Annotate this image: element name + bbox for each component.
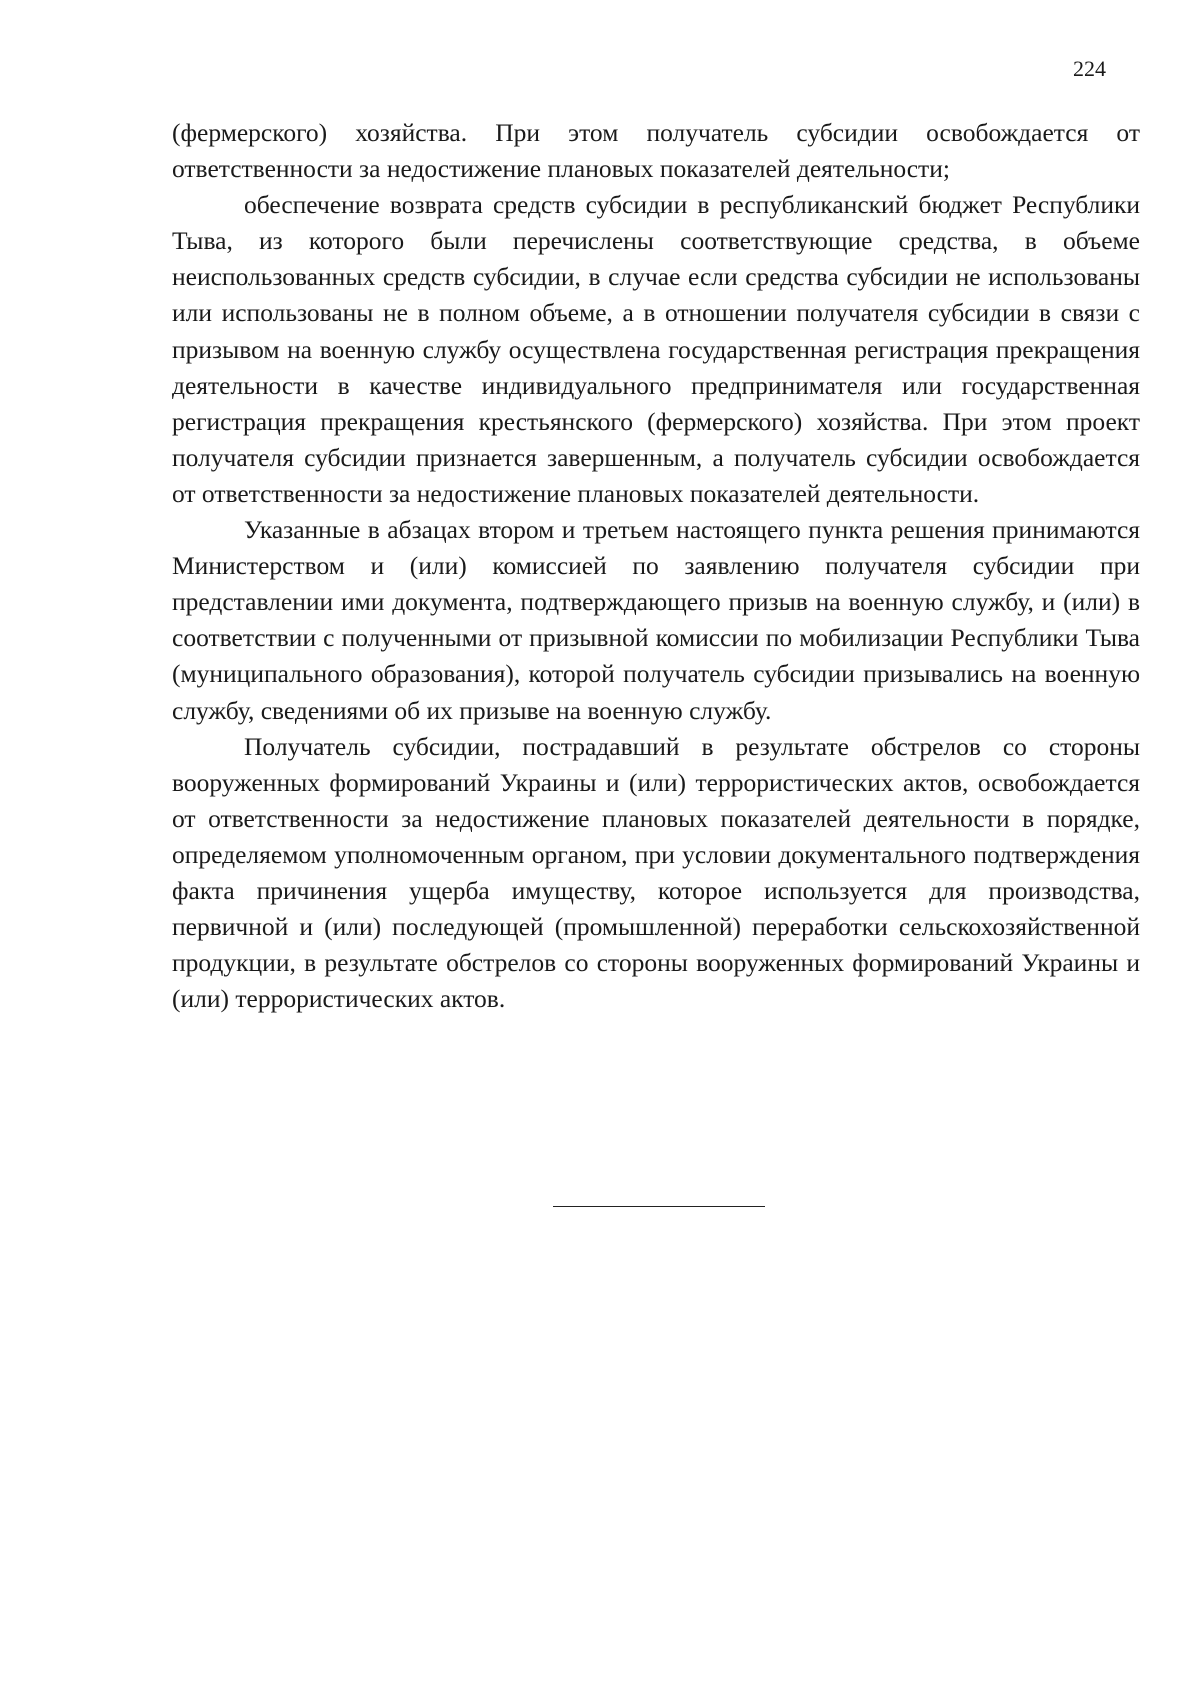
page-number: 224: [1073, 56, 1106, 81]
paragraph-2: обеспечение возврата средств субсидии в республиканский бюджет Республики Тыва, из которого были перечислены соответствующие средства, в объеме неиспользованных средств субсидии, в случае если средства субсидии не использованы или использованы не в полном объеме, а в отношении получателя субсидии в связи с призывом на военную службу осуществлена государственная регистрация прекращения деятельности в качестве индивидуального предпринимателя или государственная регистрация прекращения крестьянского (фермерского) хозяйства. При этом проект получателя субсидии признается завершенным, а получатель субсидии освобождается от ответственности за недостижение плановых показателей деятельности.: [172, 190, 1140, 508]
paragraph-4: Получатель субсидии, пострадавший в результате обстрелов со стороны вооруженных формирований Украины и (или) террористических актов, освобождается от ответственности за недостижение плановых показателей деятельности в порядке, определяемом уполномоченным органом, при условии документального подтверждения факта причинения ущерба имуществу, которое используется для производства, первичной и (или) последующей (промышленной) переработки сельскохозяйственной продукции, в результате обстрелов со стороны вооруженных формирований Украины и (или) террористических актов.: [172, 731, 1140, 1014]
end-of-document-rule: [553, 1206, 765, 1207]
paragraph-1: (фермерского) хозяйства. При этом получатель субсидии освобождается от ответственности за недостижение плановых показателей деятельности;: [172, 118, 1140, 184]
document-body: [172, 115, 1140, 1017]
paragraph-3: Указанные в абзацах втором и третьем настоящего пункта решения принимаются Министерством и (или) комиссией по заявлению получателя субсидии при представлении ими документа, подтверждающего призыв на военную службу, и (или) в соответствии с полученными от призывной комиссии по мобилизации Республики Тыва (муниципального образования), которой получатель субсидии призывались на военную службу, сведениями об их призыве на военную службу.: [172, 515, 1140, 725]
